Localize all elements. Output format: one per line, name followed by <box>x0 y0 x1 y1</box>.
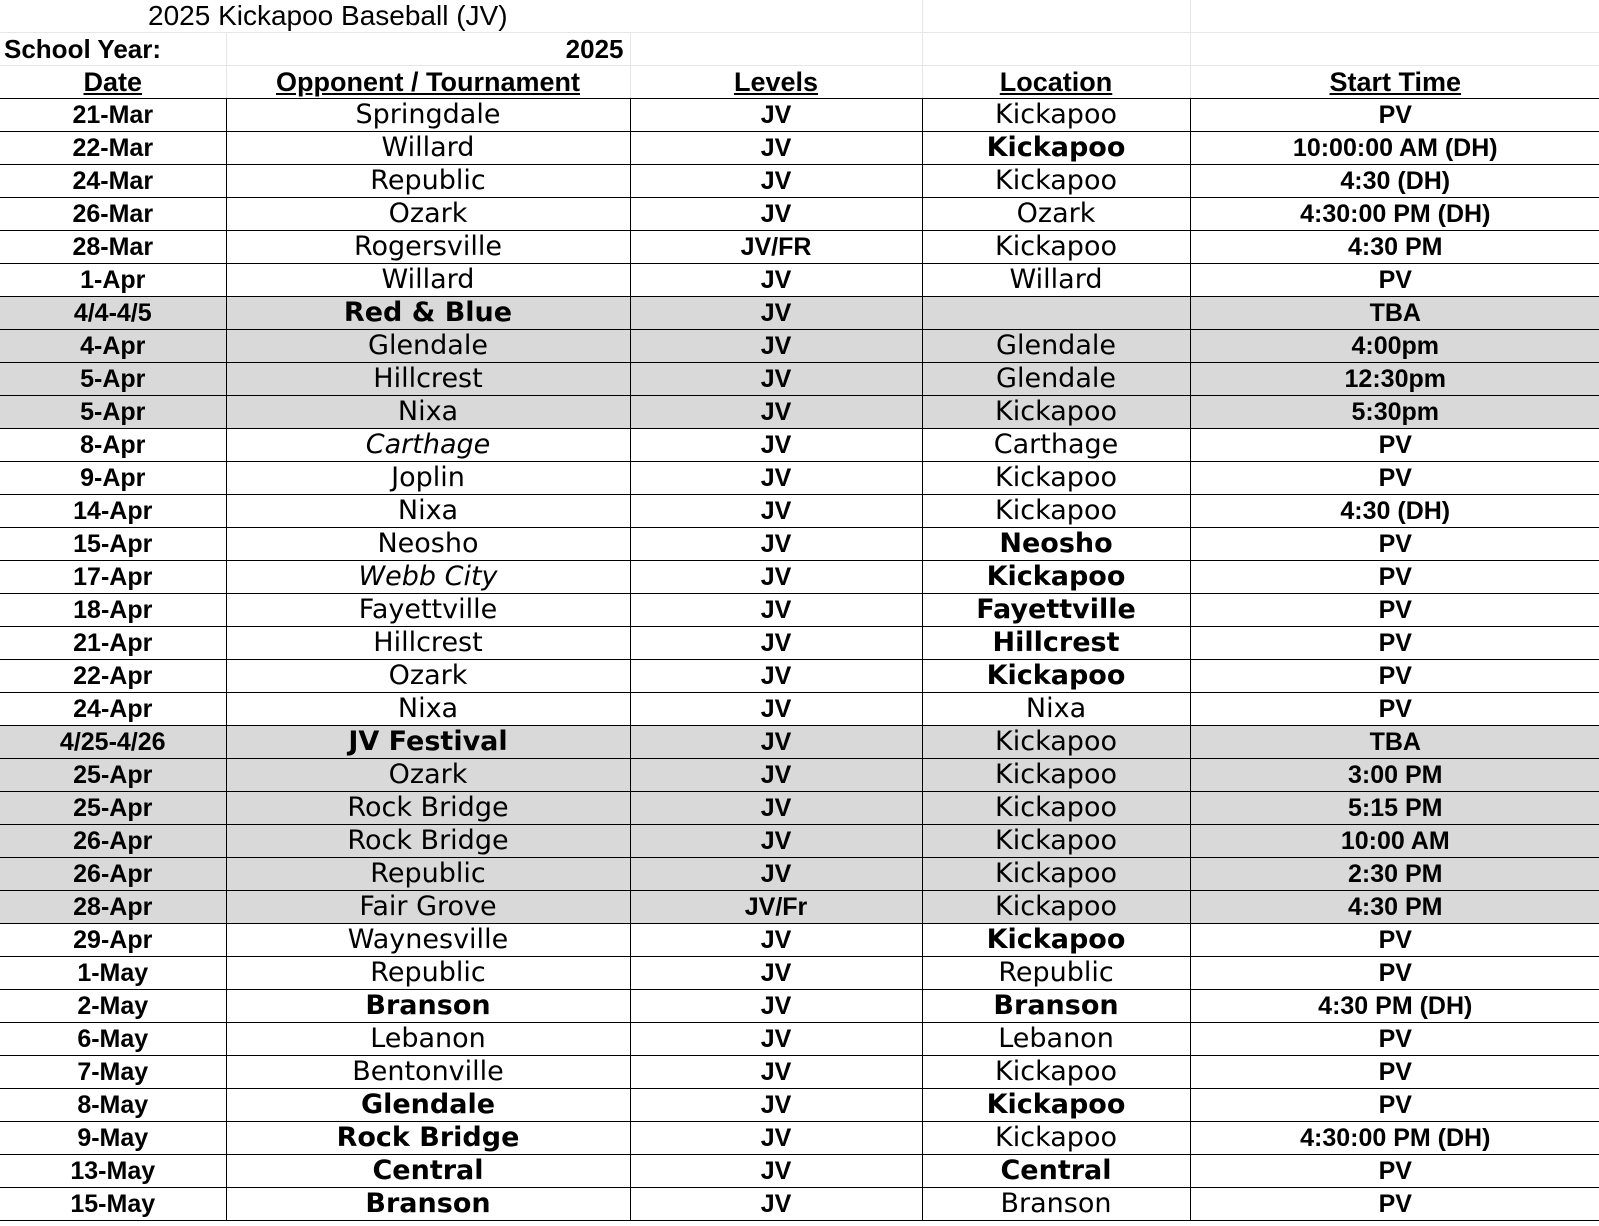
cell-opponent[interactable]: Nixa <box>226 495 630 528</box>
cell-start-time[interactable]: 10:00:00 AM (DH) <box>1190 132 1599 165</box>
cell-date[interactable]: 21-Mar <box>0 99 226 132</box>
cell-start-time[interactable]: PV <box>1190 528 1599 561</box>
cell-level[interactable]: JV <box>630 1155 922 1188</box>
table-row <box>0 891 1599 924</box>
cell-date[interactable]: 26-Mar <box>0 198 226 231</box>
cell-level[interactable]: JV <box>630 396 922 429</box>
table-row <box>0 330 1599 363</box>
cell-date[interactable]: 29-Apr <box>0 924 226 957</box>
cell-start-time[interactable]: PV <box>1190 660 1599 693</box>
table-row <box>0 462 1599 495</box>
cell-start-time[interactable]: PV <box>1190 1155 1599 1188</box>
cell-opponent[interactable]: Willard <box>226 132 630 165</box>
cell-opponent[interactable]: JV Festival <box>226 726 630 759</box>
cell-level[interactable]: JV <box>630 1188 922 1221</box>
cell-location[interactable]: Kickapoo <box>922 858 1190 891</box>
cell-opponent[interactable]: Springdale <box>226 99 630 132</box>
empty-cell[interactable] <box>1190 33 1599 66</box>
cell-date[interactable]: 21-Apr <box>0 627 226 660</box>
cell-level[interactable]: JV <box>630 594 922 627</box>
cell-level[interactable]: JV <box>630 561 922 594</box>
sheet-title[interactable]: 2025 Kickapoo Baseball (JV) <box>0 0 922 33</box>
table-row <box>0 594 1599 627</box>
cell-level[interactable]: JV <box>630 165 922 198</box>
cell-start-time[interactable]: PV <box>1190 561 1599 594</box>
cell-location[interactable]: Kickapoo <box>922 759 1190 792</box>
cell-date[interactable]: 24-Mar <box>0 165 226 198</box>
cell-start-time[interactable]: PV <box>1190 429 1599 462</box>
cell-date[interactable]: 2-May <box>0 990 226 1023</box>
cell-opponent[interactable]: Neosho <box>226 528 630 561</box>
table-row <box>0 990 1599 1023</box>
table-row <box>0 858 1599 891</box>
cell-opponent[interactable]: Glendale <box>226 1089 630 1122</box>
cell-start-time[interactable]: PV <box>1190 1056 1599 1089</box>
cell-level[interactable]: JV <box>630 528 922 561</box>
cell-location[interactable]: Kickapoo <box>922 165 1190 198</box>
empty-cell[interactable] <box>922 33 1190 66</box>
cell-start-time[interactable]: 3:00 PM <box>1190 759 1599 792</box>
cell-start-time[interactable]: PV <box>1190 594 1599 627</box>
cell-start-time[interactable]: TBA <box>1190 297 1599 330</box>
cell-level[interactable]: JV <box>630 330 922 363</box>
cell-start-time[interactable]: 2:30 PM <box>1190 858 1599 891</box>
cell-date[interactable]: 8-May <box>0 1089 226 1122</box>
cell-date[interactable]: 22-Apr <box>0 660 226 693</box>
cell-location[interactable]: Lebanon <box>922 1023 1190 1056</box>
table-row <box>0 1155 1599 1188</box>
empty-cell[interactable] <box>922 0 1190 33</box>
cell-opponent[interactable]: Ozark <box>226 660 630 693</box>
table-row <box>0 924 1599 957</box>
cell-opponent[interactable]: Bentonville <box>226 1056 630 1089</box>
cell-opponent[interactable]: Fair Grove <box>226 891 630 924</box>
cell-opponent[interactable]: Rock Bridge <box>226 792 630 825</box>
cell-level[interactable]: JV <box>630 264 922 297</box>
cell-location[interactable]: Branson <box>922 1188 1190 1221</box>
table-row <box>0 264 1599 297</box>
cell-date[interactable]: 28-Mar <box>0 231 226 264</box>
table-row <box>0 429 1599 462</box>
cell-location[interactable]: Kickapoo <box>922 495 1190 528</box>
cell-opponent[interactable]: Red & Blue <box>226 297 630 330</box>
cell-date[interactable]: 7-May <box>0 1056 226 1089</box>
table-row <box>0 297 1599 330</box>
cell-date[interactable]: 8-Apr <box>0 429 226 462</box>
column-header-levels[interactable]: Levels <box>630 66 922 99</box>
column-header-opponent[interactable]: Opponent / Tournament <box>226 66 630 99</box>
school-year-label[interactable]: School Year: <box>0 33 226 66</box>
table-row <box>0 792 1599 825</box>
cell-start-time[interactable]: PV <box>1190 627 1599 660</box>
cell-opponent[interactable]: Hillcrest <box>226 627 630 660</box>
table-row <box>0 1056 1599 1089</box>
cell-start-time[interactable]: 4:30 (DH) <box>1190 495 1599 528</box>
cell-opponent[interactable]: Fayettville <box>226 594 630 627</box>
cell-location[interactable]: Nixa <box>922 693 1190 726</box>
cell-date[interactable]: 4/4-4/5 <box>0 297 226 330</box>
cell-date[interactable]: 4/25-4/26 <box>0 726 226 759</box>
cell-date[interactable]: 5-Apr <box>0 363 226 396</box>
cell-start-time[interactable]: 4:30 PM (DH) <box>1190 990 1599 1023</box>
cell-opponent[interactable]: Ozark <box>226 198 630 231</box>
table-row <box>0 165 1599 198</box>
cell-location[interactable]: Kickapoo <box>922 924 1190 957</box>
cell-date[interactable]: 4-Apr <box>0 330 226 363</box>
cell-location[interactable]: Neosho <box>922 528 1190 561</box>
table-row <box>0 363 1599 396</box>
cell-opponent[interactable]: Central <box>226 1155 630 1188</box>
cell-opponent[interactable]: Republic <box>226 957 630 990</box>
cell-level[interactable]: JV <box>630 429 922 462</box>
table-row <box>0 561 1599 594</box>
cell-level[interactable]: JV <box>630 363 922 396</box>
table-row <box>0 726 1599 759</box>
cell-opponent[interactable]: Ozark <box>226 759 630 792</box>
table-row <box>0 1122 1599 1155</box>
cell-opponent[interactable]: Willard <box>226 264 630 297</box>
cell-opponent[interactable]: Rock Bridge <box>226 825 630 858</box>
cell-start-time[interactable]: 4:30 PM <box>1190 231 1599 264</box>
cell-date[interactable]: 22-Mar <box>0 132 226 165</box>
column-header-date[interactable]: Date <box>0 66 226 99</box>
school-year-value[interactable]: 2025 <box>226 33 630 66</box>
cell-date[interactable]: 9-May <box>0 1122 226 1155</box>
cell-opponent[interactable]: Webb City <box>226 561 630 594</box>
table-row <box>0 528 1599 561</box>
cell-level[interactable]: JV <box>630 924 922 957</box>
table-row <box>0 759 1599 792</box>
cell-level[interactable]: JV <box>630 957 922 990</box>
cell-opponent[interactable]: Waynesville <box>226 924 630 957</box>
cell-start-time[interactable]: PV <box>1190 957 1599 990</box>
cell-location[interactable]: Kickapoo <box>922 132 1190 165</box>
cell-location[interactable]: Kickapoo <box>922 825 1190 858</box>
cell-date[interactable]: 13-May <box>0 1155 226 1188</box>
cell-date[interactable]: 24-Apr <box>0 693 226 726</box>
cell-level[interactable]: JV <box>630 759 922 792</box>
cell-level[interactable]: JV <box>630 1122 922 1155</box>
cell-start-time[interactable]: PV <box>1190 1023 1599 1056</box>
cell-start-time[interactable]: 4:30:00 PM (DH) <box>1190 1122 1599 1155</box>
cell-date[interactable]: 5-Apr <box>0 396 226 429</box>
table-row <box>0 1188 1599 1221</box>
cell-start-time[interactable]: PV <box>1190 462 1599 495</box>
cell-date[interactable]: 26-Apr <box>0 825 226 858</box>
cell-location[interactable]: Kickapoo <box>922 231 1190 264</box>
cell-level[interactable]: JV <box>630 1089 922 1122</box>
cell-level[interactable]: JV <box>630 726 922 759</box>
cell-location[interactable]: Kickapoo <box>922 99 1190 132</box>
cell-level[interactable]: JV <box>630 99 922 132</box>
title-row <box>0 0 1599 33</box>
cell-date[interactable]: 6-May <box>0 1023 226 1056</box>
cell-location[interactable]: Glendale <box>922 363 1190 396</box>
cell-start-time[interactable]: 5:15 PM <box>1190 792 1599 825</box>
table-row <box>0 1023 1599 1056</box>
table-row <box>0 825 1599 858</box>
cell-start-time[interactable]: PV <box>1190 1188 1599 1221</box>
empty-cell[interactable] <box>1190 0 1599 33</box>
table-row <box>0 957 1599 990</box>
cell-date[interactable]: 25-Apr <box>0 759 226 792</box>
cell-date[interactable]: 1-May <box>0 957 226 990</box>
cell-level[interactable]: JV <box>630 1023 922 1056</box>
cell-level[interactable]: JV <box>630 462 922 495</box>
table-row <box>0 198 1599 231</box>
cell-start-time[interactable]: 10:00 AM <box>1190 825 1599 858</box>
cell-level[interactable]: JV <box>630 660 922 693</box>
empty-cell[interactable] <box>630 33 922 66</box>
cell-date[interactable]: 17-Apr <box>0 561 226 594</box>
cell-level[interactable]: JV <box>630 627 922 660</box>
school-year-row <box>0 33 1599 66</box>
cell-level[interactable]: JV <box>630 132 922 165</box>
cell-opponent[interactable]: Republic <box>226 165 630 198</box>
cell-start-time[interactable]: 4:30 (DH) <box>1190 165 1599 198</box>
column-header-location[interactable]: Location <box>922 66 1190 99</box>
cell-location[interactable]: Willard <box>922 264 1190 297</box>
cell-level[interactable]: JV <box>630 792 922 825</box>
cell-opponent[interactable]: Hillcrest <box>226 363 630 396</box>
table-row <box>0 132 1599 165</box>
cell-location[interactable]: Ozark <box>922 198 1190 231</box>
cell-start-time[interactable]: PV <box>1190 1089 1599 1122</box>
table-row <box>0 231 1599 264</box>
table-row <box>0 495 1599 528</box>
column-header-row <box>0 66 1599 99</box>
column-header-start-time[interactable]: Start Time <box>1190 66 1599 99</box>
cell-location[interactable]: Kickapoo <box>922 1056 1190 1089</box>
cell-opponent[interactable]: Joplin <box>226 462 630 495</box>
cell-start-time[interactable]: 4:00pm <box>1190 330 1599 363</box>
cell-level[interactable]: JV <box>630 990 922 1023</box>
cell-location[interactable]: Kickapoo <box>922 660 1190 693</box>
cell-date[interactable]: 1-Apr <box>0 264 226 297</box>
cell-opponent[interactable]: Nixa <box>226 396 630 429</box>
cell-location[interactable]: Kickapoo <box>922 1122 1190 1155</box>
cell-date[interactable]: 15-Apr <box>0 528 226 561</box>
cell-location[interactable]: Glendale <box>922 330 1190 363</box>
table-row <box>0 396 1599 429</box>
cell-level[interactable]: JV <box>630 825 922 858</box>
cell-location[interactable]: Hillcrest <box>922 627 1190 660</box>
table-row <box>0 1089 1599 1122</box>
cell-start-time[interactable]: 12:30pm <box>1190 363 1599 396</box>
cell-start-time[interactable]: PV <box>1190 924 1599 957</box>
cell-start-time[interactable]: PV <box>1190 693 1599 726</box>
cell-start-time[interactable]: PV <box>1190 99 1599 132</box>
cell-level[interactable]: JV <box>630 198 922 231</box>
cell-date[interactable]: 15-May <box>0 1188 226 1221</box>
cell-level[interactable]: JV <box>630 858 922 891</box>
cell-start-time[interactable]: 4:30:00 PM (DH) <box>1190 198 1599 231</box>
cell-level[interactable]: JV <box>630 495 922 528</box>
cell-date[interactable]: 28-Apr <box>0 891 226 924</box>
cell-opponent[interactable]: Branson <box>226 990 630 1023</box>
cell-level[interactable]: JV/FR <box>630 231 922 264</box>
cell-level[interactable]: JV <box>630 693 922 726</box>
cell-location[interactable]: Kickapoo <box>922 396 1190 429</box>
table-row <box>0 627 1599 660</box>
cell-start-time[interactable]: PV <box>1190 264 1599 297</box>
table-row <box>0 99 1599 132</box>
cell-location[interactable]: Kickapoo <box>922 561 1190 594</box>
cell-opponent[interactable]: Branson <box>226 1188 630 1221</box>
cell-location[interactable]: Republic <box>922 957 1190 990</box>
cell-opponent[interactable]: Lebanon <box>226 1023 630 1056</box>
cell-opponent[interactable]: Glendale <box>226 330 630 363</box>
cell-date[interactable]: 9-Apr <box>0 462 226 495</box>
cell-start-time[interactable]: 5:30pm <box>1190 396 1599 429</box>
cell-opponent[interactable]: Republic <box>226 858 630 891</box>
cell-location[interactable]: Kickapoo <box>922 891 1190 924</box>
cell-opponent[interactable]: Rock Bridge <box>226 1122 630 1155</box>
cell-location[interactable]: Kickapoo <box>922 792 1190 825</box>
cell-start-time[interactable]: 4:30 PM <box>1190 891 1599 924</box>
cell-date[interactable]: 14-Apr <box>0 495 226 528</box>
cell-location[interactable]: Kickapoo <box>922 726 1190 759</box>
table-row <box>0 693 1599 726</box>
cell-location[interactable]: Carthage <box>922 429 1190 462</box>
cell-opponent[interactable]: Rogersville <box>226 231 630 264</box>
cell-level[interactable]: JV <box>630 1056 922 1089</box>
cell-location[interactable]: Kickapoo <box>922 1089 1190 1122</box>
cell-date[interactable]: 26-Apr <box>0 858 226 891</box>
cell-location[interactable]: Kickapoo <box>922 462 1190 495</box>
cell-start-time[interactable]: TBA <box>1190 726 1599 759</box>
cell-level[interactable]: JV <box>630 297 922 330</box>
table-row <box>0 660 1599 693</box>
cell-location[interactable]: Central <box>922 1155 1190 1188</box>
cell-location[interactable]: Fayettville <box>922 594 1190 627</box>
cell-level[interactable]: JV/Fr <box>630 891 922 924</box>
cell-date[interactable]: 25-Apr <box>0 792 226 825</box>
cell-location[interactable] <box>922 297 1190 330</box>
cell-date[interactable]: 18-Apr <box>0 594 226 627</box>
cell-location[interactable]: Branson <box>922 990 1190 1023</box>
cell-opponent[interactable]: Carthage <box>226 429 630 462</box>
cell-opponent[interactable]: Nixa <box>226 693 630 726</box>
